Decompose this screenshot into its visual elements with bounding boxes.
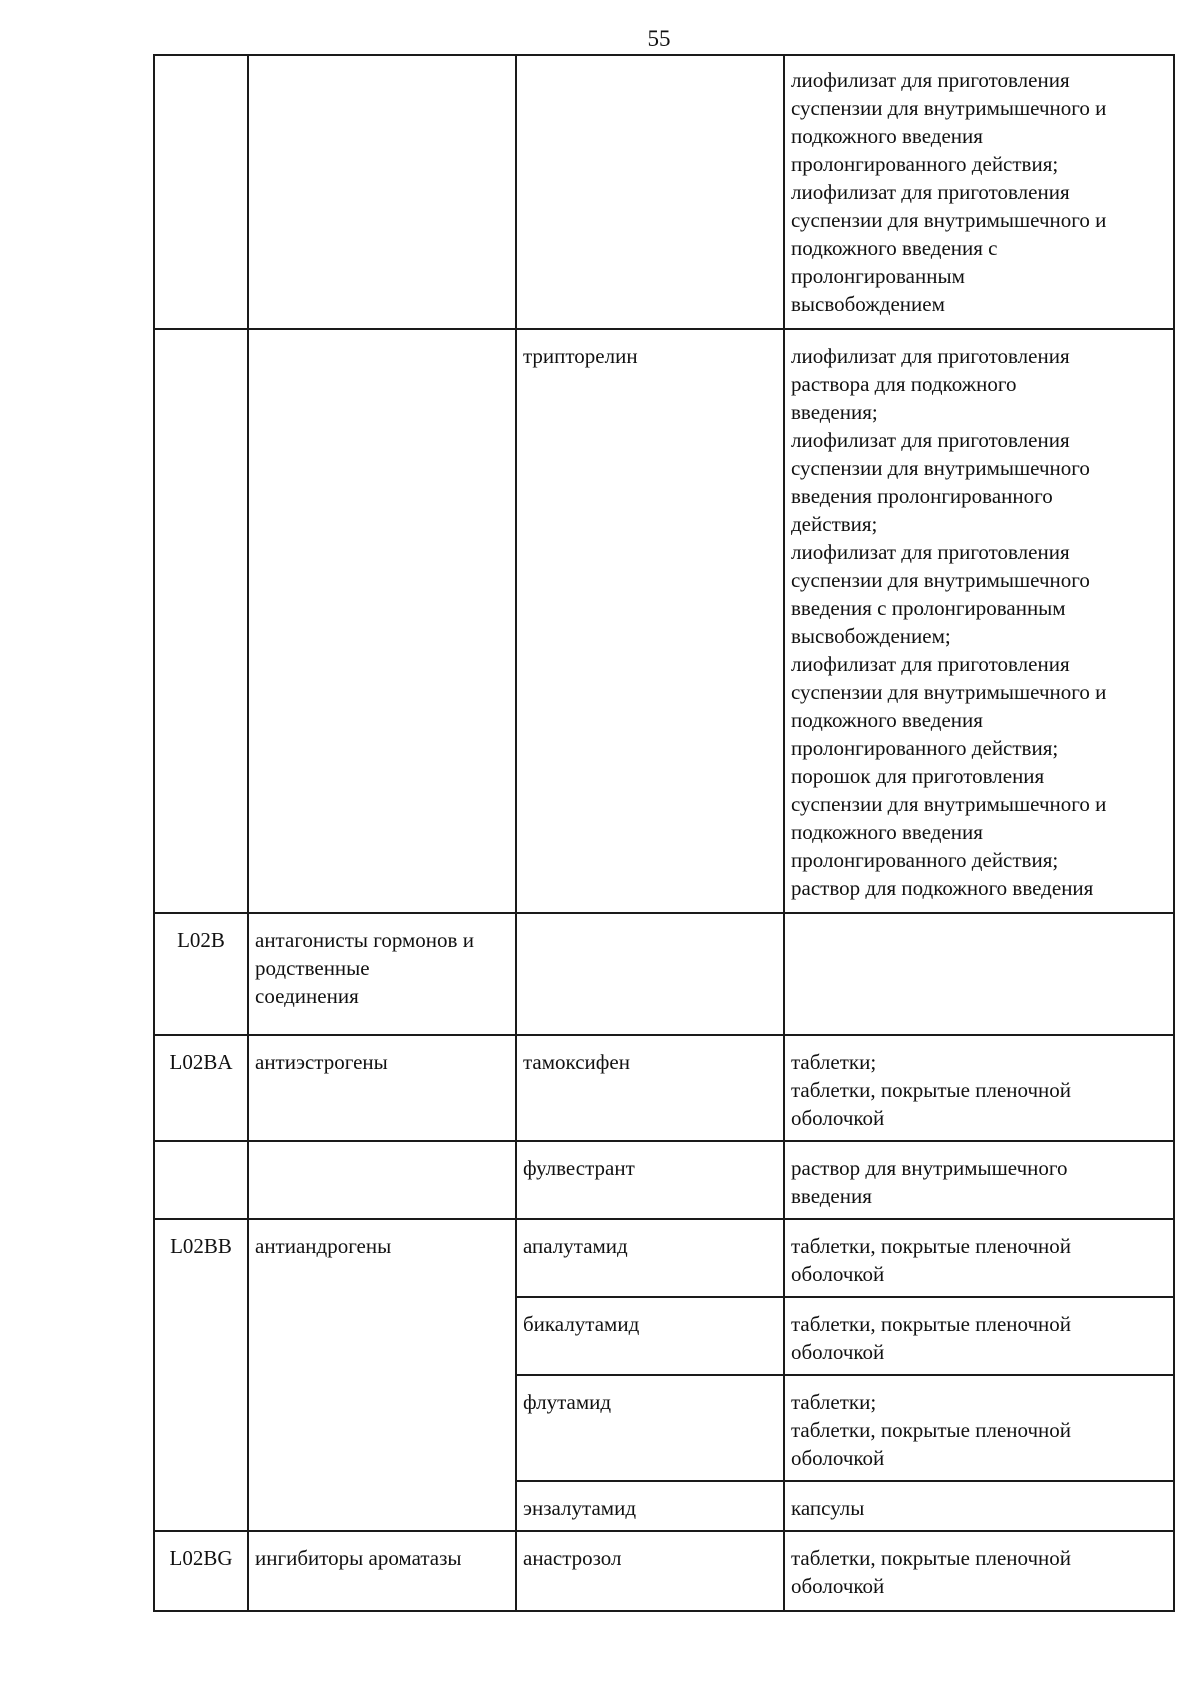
- drug-name-cell: энзалутамид: [517, 1482, 785, 1530]
- group-name-cell: [249, 330, 517, 912]
- drug-table: [153, 54, 1175, 1612]
- drug-name-cell: анастрозол: [517, 1532, 785, 1610]
- dosage-form-cell: таблетки; таблетки, покрытые пленочной оболочкой: [785, 1376, 1175, 1482]
- dosage-form-cell: таблетки, покрытые пленочной оболочкой: [785, 1298, 1175, 1376]
- group-name-cell: [249, 56, 517, 328]
- dosage-form-cell: таблетки, покрытые пленочной оболочкой: [785, 1220, 1175, 1298]
- table-row: [155, 914, 1175, 1036]
- atc-code-cell: L02BA: [155, 1036, 249, 1140]
- drug-name-cell: тамоксифен: [517, 1036, 785, 1140]
- drug-name-cell: фулвестрант: [517, 1142, 785, 1218]
- drug-name-cell: флутамид: [517, 1376, 785, 1482]
- atc-code-cell: [155, 1142, 249, 1218]
- group-name-cell: антиэстрогены: [249, 1036, 517, 1140]
- table-row: [155, 1142, 1175, 1220]
- page-number: 55: [647, 26, 671, 51]
- group-name-cell: [249, 1298, 517, 1376]
- atc-code-cell: [155, 1376, 249, 1482]
- table-row: [155, 56, 1175, 330]
- table-row: [155, 1298, 1175, 1376]
- dosage-form-cell: таблетки; таблетки, покрытые пленочной оболочкой: [785, 1036, 1175, 1140]
- group-name-cell: [249, 1482, 517, 1530]
- drug-name-cell: [517, 56, 785, 328]
- drug-name-cell: [517, 914, 785, 1034]
- dosage-form-cell: таблетки, покрытые пленочной оболочкой: [785, 1532, 1175, 1610]
- group-name-cell: антагонисты гормонов и родственные соединения: [249, 914, 517, 1034]
- dosage-form-cell: капсулы: [785, 1482, 1175, 1530]
- atc-code-cell: [155, 1298, 249, 1376]
- atc-code-cell: [155, 1482, 249, 1530]
- table-row: [155, 1220, 1175, 1298]
- dosage-form-cell: [785, 914, 1175, 1034]
- atc-code-cell: L02B: [155, 914, 249, 1034]
- group-name-cell: антиандрогены: [249, 1220, 517, 1298]
- atc-code-cell: [155, 330, 249, 912]
- table-row: [155, 330, 1175, 914]
- dosage-form-cell: раствор для внутримышечного введения: [785, 1142, 1175, 1218]
- table-row: [155, 1482, 1175, 1532]
- group-name-cell: [249, 1376, 517, 1482]
- drug-name-cell: бикалутамид: [517, 1298, 785, 1376]
- drug-name-cell: апалутамид: [517, 1220, 785, 1298]
- drug-name-cell: трипторелин: [517, 330, 785, 912]
- table-row: [155, 1532, 1175, 1612]
- atc-code-cell: L02BG: [155, 1532, 249, 1610]
- group-name-cell: [249, 1142, 517, 1218]
- dosage-form-cell: лиофилизат для приготовления суспензии для внутримышечного и подкожного введения пролонгированного действия; лиофилизат для приготовления суспензии для внутримышечного и подкожного введения с пролонгированным высвобождением: [785, 56, 1175, 328]
- atc-code-cell: L02BB: [155, 1220, 249, 1298]
- group-name-cell: ингибиторы ароматазы: [249, 1532, 517, 1610]
- table-row: [155, 1376, 1175, 1482]
- table-row: [155, 1036, 1175, 1142]
- atc-code-cell: [155, 56, 249, 328]
- dosage-form-cell: лиофилизат для приготовления раствора для подкожного введения; лиофилизат для приготовления суспензии для внутримышечного введения пролонгированного действия; лиофилизат для приготовления суспензии для внутримышечного введения с пролонгированным высвобождением; лиофилизат для приготовления суспензии для внутримышечного и подкожного введения пролонгированного действия; порошок для приготовления суспензии для внутримышечного и подкожного введения пролонгированного действия; раствор для подкожного введения: [785, 330, 1175, 912]
